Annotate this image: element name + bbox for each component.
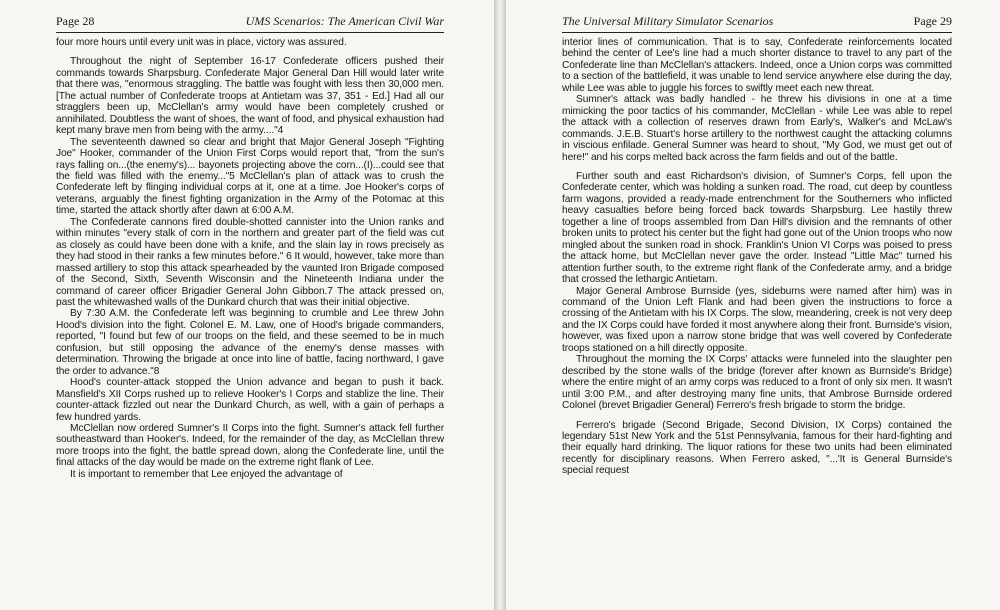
paragraph: four more hours until every unit was in place, victory was assured.: [56, 37, 347, 48]
paragraph: Sumner's attack was badly handled - he threw his divisions in one at a time mimicking the poor tactics of his commander, McClellan - while Lee was able to repel the attack with a collection of reserves drawn from Early's, Walker's and McLaw's commands. J.E.B. Stuart's horse artillery to the northwest caught the attacking columns in viscious enfilade. General Sumner was heard to shout, "My God, we must get out of here!" and his corps melted back across the farm fields and out of the battle.: [562, 94, 952, 163]
paragraph: The seventeenth dawned so clear and bright that Major General Joseph "Fighting Joe" Hooker, commander of the Union First Corps would report that, "from the sun's rays falling on...(the enemy's)... bayonets projecting above the corn...(I)...could see that the field was filled with the enemy..."5 McClellan's plan of attack was to crush the Confederate left by flinging individual corps at it, one at a time. Joe Hooker's corps of veterans, arguably the finest fighting organization in the Army of the Potomac at this time, started the attack shortly after dawn at 6:00 A.M.: [56, 136, 444, 217]
left-page: [0, 0, 494, 610]
paragraph: McClellan now ordered Sumner's II Corps into the fight. Sumner's attack fell further southeastward than Hooker's. Indeed, for the remainder of the day, as McClellan threw more troops into the fight, the battle spread down, along the Confederate line, until the final attacks of the day would be made on the extreme right flank of Lee.: [56, 422, 444, 469]
paragraph: interior lines of communication. That is to say, Confederate reinforcements located behind the center of Lee's line had a much shorter distance to travel to any part of the Confederate line than McClellan's attackers. Indeed, once a Union corps was committed to a section of the battlefield, it was unable to lend service anywhere else during the day, while Lee was able to juggle his forces to swiftly meet each new threat.: [562, 37, 952, 94]
paragraph: The Confederate cannons fired double-shotted cannister into the Union ranks and within minutes "every stalk of corn in the northern and greater part of the field was cut as closely as could have been done with a knife, and the slain lay in rows precisely as they had stood in their ranks a few minutes before." 6 It would, however, take more than massed artillery to stop this attack spearheaded by the vaunted Iron Brigade composed of the Second, Sixth, Seventh Wisconsin and the Nineteenth Indiana under the command of career officer Brigadier General John Gibbon.7 The attack pressed on, past the whitewashed walls of the Dunkard church that was their initial objective.: [56, 216, 444, 308]
right-running-title: The Universal Military Simulator Scenarios: [562, 14, 774, 28]
right-page-header: [562, 14, 952, 33]
left-page-header: [56, 14, 444, 33]
left-page-number: Page 28: [56, 14, 95, 28]
paragraph: Ferrero's brigade (Second Brigade, Second Division, IX Corps) contained the legendary 51st New York and the 51st Pennsylvania, famous for their hard-fighting and their equally hard drinking. The liquor rations for these two units had been eliminated recently for disciplinary reasons. When Ferrero asked, "...'It is General Burnside's special request: [562, 419, 952, 477]
paragraph: Throughout the morning the IX Corps' attacks were funneled into the slaughter pen described by the stone walls of the bridge (forever after known as Burnside's Bridge) where the entire might of an army corps was reduced to a front of only six men. It wasn't until 3:00 P.M., and after destroying many fine units, that Ambrose Burnside ordered Colonel (brevet Brigadier General) Ferrero's fresh brigade to storm the bridge.: [562, 354, 952, 412]
paragraph: By 7:30 A.M. the Confederate left was beginning to crumble and Lee threw John Hood's division into the fight. Colonel E. M. Law, one of Hood's brigade commanders, reported, "I found but few of our troops on the field, and these seemed to be in much confusion, but still opposing the advance of the enemy's dense masses with determination. Throwing the brigade at once into line of battle, facing northward, I gave the order to advance."8: [56, 308, 444, 377]
paragraph: Hood's counter-attack stopped the Union advance and began to push it back. Mansfield's XII Corps rushed up to relieve Hooker's I Corps and stablize the line. Their counter-attack fizzled out near the Dunkard Church, as well, with a gain of perhaps a few hundred yards.: [56, 377, 444, 423]
right-page: [506, 0, 1000, 610]
paragraph: Throughout the night of September 16-17 Confederate officers pushed their commands towards Sharpsburg. Confederate Major General Dan Hill would later write that there was, "enormous straggling. The battle was fought with less then 30,000 men. [The actual number of Confederate troops at Antietam was 37, 351 - Ed.] Had all our stragglers been up, McClellan's army would have been completely crushed or annihilated. Doubtless the want of shoes, the want of food, and physical exhaustion had kept many brave men from being with the army...."4: [56, 56, 444, 137]
paragraph: It is important to remember that Lee enjoyed the advantage of: [70, 468, 343, 480]
book-gutter: [494, 0, 506, 610]
right-page-body: [562, 37, 952, 477]
left-running-title: UMS Scenarios: The American Civil War: [245, 14, 444, 28]
right-page-number: Page 29: [913, 14, 952, 28]
left-page-body: [56, 37, 444, 480]
paragraph: Major General Ambrose Burnside (yes, sideburns were named after him) was in command of the Union Left Flank and had been given the instructions to force a crossing of the Antietam with his IX Corps. The slow, meandering, creek is not very deep and the IX Corps could have forded it most anywhere along their front. Burnside's vision, however, was fixed upon a narrow stone bridge that was well covered by Confederate troops stationed on a hill directly opposite.: [562, 285, 952, 354]
paragraph: Further south and east Richardson's division, of Sumner's Corps, fell upon the Confederate center, which was holding a sunken road. The road, cut deep by countless farm wagons, provided a ready-made entrenchment for the Southerners who inflicted heavy casualties before being forced back towards Sharpsburg. Lee hastily threw together a line of troops assembled from Dan Hill's division and the remnants of other broken units to protect his center but the fight had gone out of the Union troops who now mingled about the sunken road in shock. Franklin's Union VI Corps was poised to press the attack home, but McClellan never gave the order. Instead "Little Mac" turned his attention further south, to the extreme right flank of the Confederate army, and a bridge that crossed the lethargic Antietam.: [562, 170, 952, 286]
